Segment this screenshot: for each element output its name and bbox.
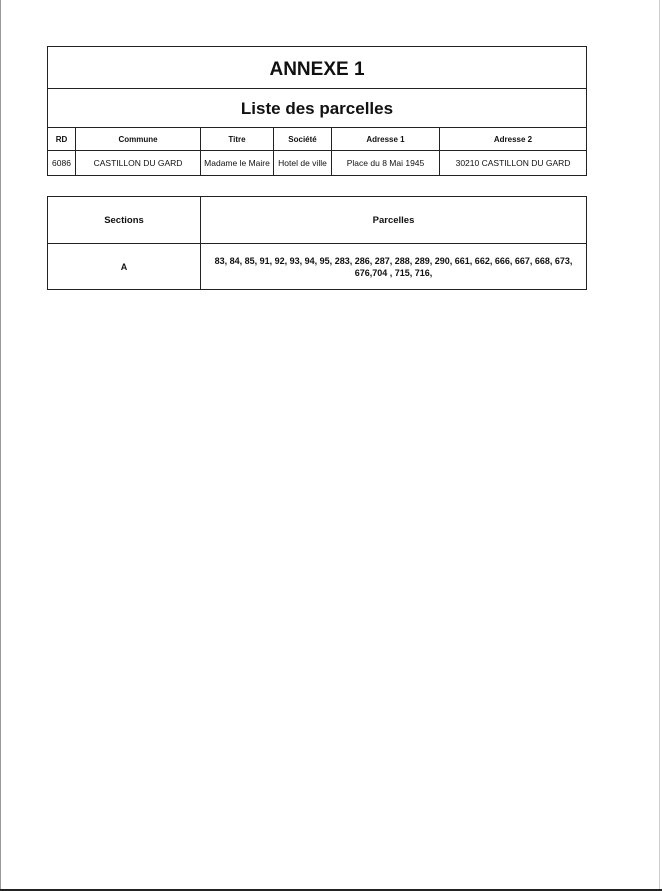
header-titre: Titre — [201, 128, 274, 150]
table-header-row — [48, 128, 586, 151]
cell-adresse-2: 30210 CASTILLON DU GARD — [455, 158, 571, 168]
annexe-title: ANNEXE 1 — [48, 47, 586, 89]
page-right-edge — [659, 0, 660, 891]
cell-section: A — [48, 244, 201, 289]
header-adresse-2: Adresse 2 — [493, 134, 533, 144]
cell-rd: 6086 — [48, 151, 76, 175]
header-parcelles: Parcelles — [372, 214, 415, 226]
parcelles-table — [47, 196, 587, 290]
header-rd: RD — [48, 128, 76, 150]
cell-societe: Hotel de ville — [274, 151, 332, 175]
cell-commune: CASTILLON DU GARD — [76, 151, 201, 175]
annexe-table — [47, 46, 587, 176]
header-sections: Sections — [48, 197, 201, 243]
cell-titre: Madame le Maire — [201, 151, 274, 175]
header-commune: Commune — [76, 128, 201, 150]
cell-parcelles-list: 83, 84, 85, 91, 92, 93, 94, 95, 283, 286, 287, 288, 289, 290, 661, 662, 666, 667, 668, 673, 676,704 , 715, 716, — [214, 255, 573, 278]
page-left-edge — [0, 0, 1, 891]
header-adresse-1: Adresse 1 — [332, 128, 440, 150]
table-row — [48, 151, 586, 175]
annexe-subtitle: Liste des parcelles — [48, 89, 586, 128]
parcelles-row — [48, 244, 586, 289]
parcelles-header-row — [48, 197, 586, 244]
header-societe: Société — [274, 128, 332, 150]
cell-adresse-1: Place du 8 Mai 1945 — [332, 151, 440, 175]
